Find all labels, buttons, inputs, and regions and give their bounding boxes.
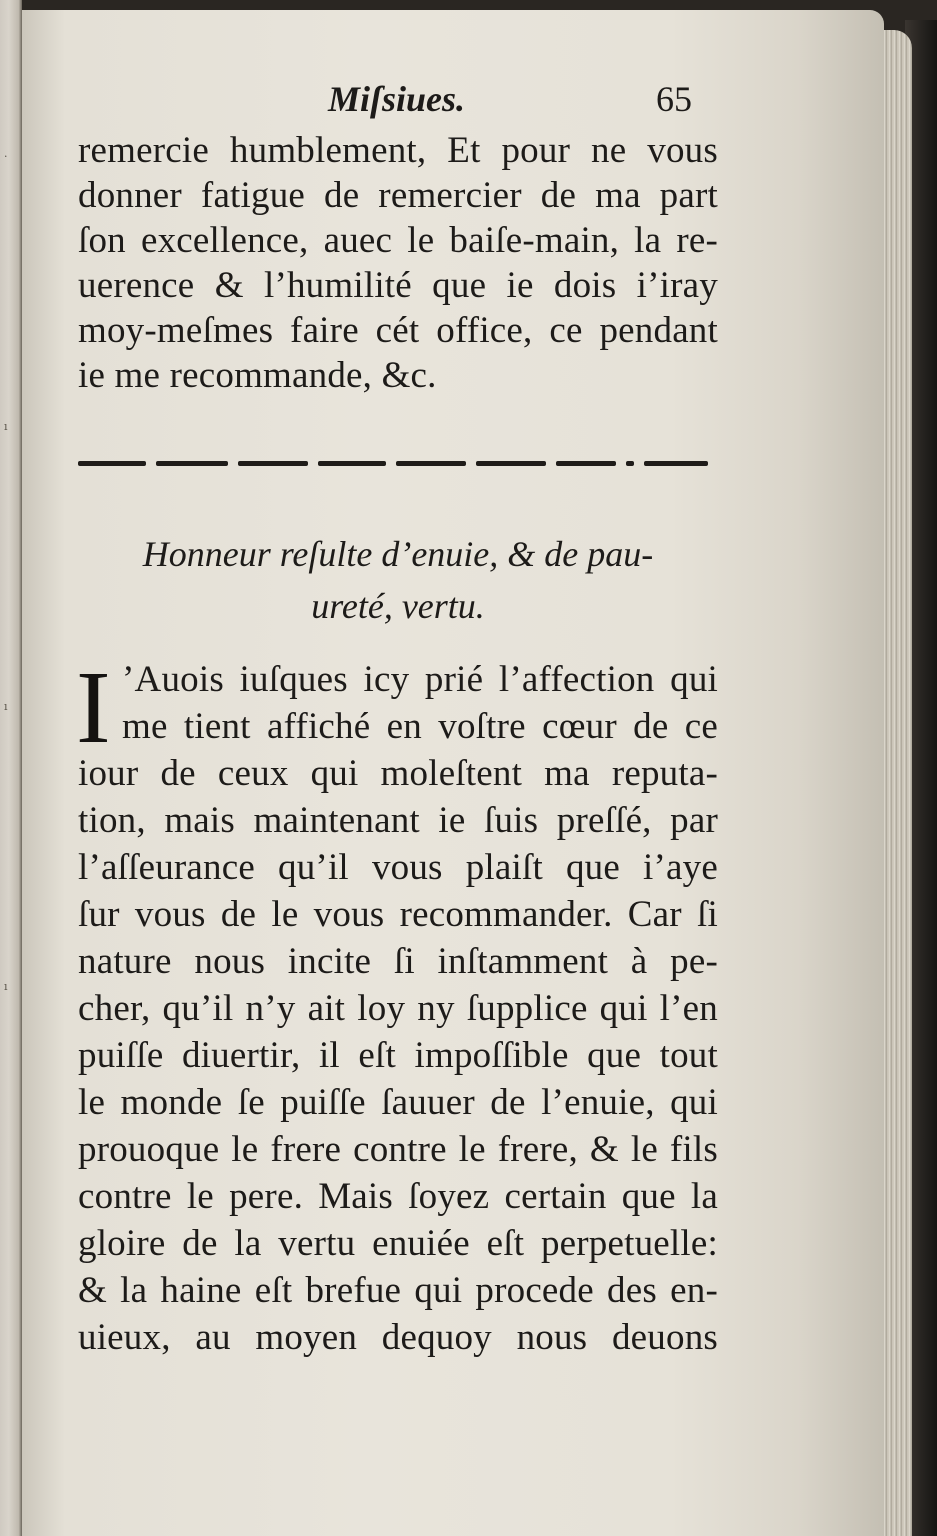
text-line: & la haine eſt brefue qui procede des en- — [78, 1270, 718, 1311]
text-line: contre le pere. Mais ſoyez certain que la — [78, 1176, 718, 1217]
text-line: tion, mais maintenant ie ſuis preſſé, par — [78, 800, 718, 841]
text-line: nature nous incite ſi inſtamment à pe- — [78, 941, 718, 982]
running-head: Miſsiues. — [328, 79, 466, 119]
text-line: donner fatigue de remercier de ma part — [78, 175, 718, 216]
text-line: le monde ſe puiſſe ſauuer de l’enuie, qui — [78, 1082, 718, 1123]
text-line: uerence & l’humilité que ie dois i’iray — [78, 265, 718, 306]
text-line: cher, qu’il n’y ait loy ny ſupplice qui l’en — [78, 988, 718, 1029]
text-line: remercie humblement, Et pour ne vous — [78, 130, 718, 171]
text-line: moy-meſmes faire cét office, ce pendant — [78, 310, 718, 351]
text-line: prouoque le frere contre le frere, & le fils — [78, 1129, 718, 1170]
letter-body — [76, 650, 718, 1362]
page-number: 65 — [656, 79, 692, 119]
text-line: ’Auois iuſques icy prié l’affection qui — [122, 659, 718, 700]
text-line: iour de ceux qui moleſtent ma reputa- — [78, 753, 718, 794]
text-line: ſon excellence, auec le baiſe-main, la re- — [78, 220, 718, 261]
page-header — [78, 78, 718, 126]
text-line: ſur vous de le vous recommander. Car ſi — [78, 894, 718, 935]
text-line: ie me recommande, &c. — [78, 355, 437, 396]
text-line: gloire de la vertu enuiée eſt perpetuelle: — [78, 1223, 718, 1264]
facing-page-edge: · ı ı ı — [0, 0, 22, 1536]
section-divider-rule — [78, 459, 708, 469]
text-line: l’aſſeurance qu’il vous plaiſt que i’aye — [78, 847, 718, 888]
text-line: me tient affiché en voſtre cœur de ce — [122, 706, 718, 747]
title-line-2: ureté, vertu. — [311, 586, 485, 626]
text-line: puiſſe diuertir, il eſt impoſſible que tout — [78, 1035, 718, 1076]
title-line-1: Honneur reſulte d’enuie, & de pau- — [142, 534, 654, 574]
drop-cap: I — [76, 650, 111, 765]
letter-title — [78, 528, 718, 632]
continuation-paragraph — [78, 128, 718, 398]
text-line: uieux, au moyen dequoy nous deuons — [78, 1317, 718, 1358]
